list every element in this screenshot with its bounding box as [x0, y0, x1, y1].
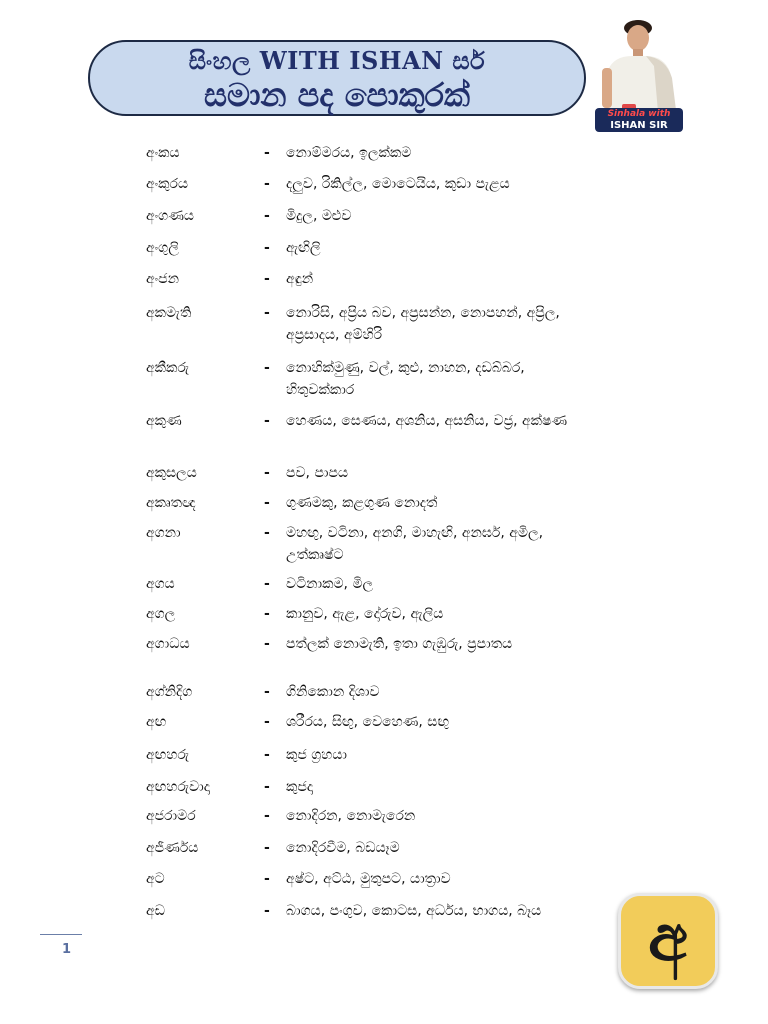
entry-word: අඩ	[146, 903, 165, 919]
entry-meaning: මිදුල, මළුව	[286, 208, 352, 224]
footer-divider	[40, 934, 82, 935]
entry-word: අජරාමර	[146, 808, 196, 824]
entry-meaning: කානුව, ඇළ, දෝරුව, ඇලිය	[286, 606, 444, 622]
banner-subtitle: සමාන පද පොකුරක්	[204, 76, 470, 114]
entry-separator: -	[264, 413, 270, 429]
entry-meaning: නොහික්මුණු, වල්, කුළු, නාහන, දඩබ්බර, හිතුවක්කාර	[286, 360, 525, 398]
entry-separator: -	[264, 779, 270, 795]
entry-meaning: මහඟු, වටිනා, අනගි, මාහැඟි, අනර්ඝ, අමිල, උත්කෘෂ්ට	[286, 525, 544, 563]
entry-separator: -	[264, 684, 270, 700]
entry-meaning: හෙණය, සෙණය, අශනිය, අසනිය, වජ්‍ර, අක්ෂණ	[286, 413, 568, 429]
entry-separator: -	[264, 576, 270, 592]
entry-separator: -	[264, 808, 270, 824]
entry-word: අංකුරය	[146, 176, 189, 192]
banner-title: සිංහල WITH ISHAN සර්	[188, 46, 486, 75]
entry-word: අකුසලය	[146, 465, 197, 481]
entry-word: අංගණය	[146, 208, 194, 224]
entry-word: අංජන	[146, 271, 180, 287]
entry-word: අට	[146, 871, 165, 887]
entry-word: අග්නිදිග	[146, 684, 193, 700]
entry-word: අගය	[146, 576, 175, 592]
entry-meaning: ශරීරය, සිඟු, වෙහෙණ, සඟු	[286, 714, 450, 730]
entry-separator: -	[264, 636, 270, 652]
entry-word: අඟ	[146, 714, 167, 730]
entry-separator: -	[264, 176, 270, 192]
entry-meaning: පත්ලක් නොමැති, ඉතා ගැඹුරු, ප්‍රපාතය	[286, 636, 513, 652]
entry-separator: -	[264, 145, 270, 161]
entry-meaning: බාගය, පංගුව, කොටස, අර්ධය, භාගය, බෑය	[286, 903, 542, 919]
entry-word: අඟහරුවාදා	[146, 779, 211, 795]
entry-meaning: අෂ්ට, අට්ඨ, මුතුපට, යාත්‍රාව	[286, 871, 451, 887]
entry-separator: -	[264, 208, 270, 224]
letter-badge: අ	[618, 893, 718, 989]
entry-meaning: වටිනාකම, මිල	[286, 576, 374, 592]
entry-meaning: නොරිසි, අප්‍රිය බව, අප්‍රසන්න, නොපහන්, අප්‍රිල, අප්‍රසාදය, අම්හිරි	[286, 305, 560, 343]
entry-meaning: පව, පාපය	[286, 465, 349, 481]
entry-word: අකුණ	[146, 413, 182, 429]
entry-separator: -	[264, 903, 270, 919]
entry-word: අකීකරු	[146, 360, 190, 376]
page-number: 1	[62, 942, 72, 957]
entry-separator: -	[264, 495, 270, 511]
entry-separator: -	[264, 465, 270, 481]
entry-word: අංකය	[146, 145, 180, 161]
entry-separator: -	[264, 305, 270, 321]
brand-logo-line1: Sinhala with	[607, 109, 671, 119]
entry-separator: -	[264, 606, 270, 622]
entry-separator: -	[264, 871, 270, 887]
entry-meaning: ගිනිකොන දිශාව	[286, 684, 380, 700]
entry-word: අගල	[146, 606, 176, 622]
entry-meaning: කුජදා	[286, 779, 314, 795]
entry-meaning: නොදිරන, නොමැරෙන	[286, 808, 416, 824]
entry-word: අංගුලි	[146, 240, 179, 256]
entry-word: අකමැති	[146, 305, 192, 321]
entry-word: අගාධය	[146, 636, 190, 652]
entry-meaning: නොදිරවීම, බඩයෑම	[286, 840, 400, 856]
brand-logo-line2: ISHAN SIR	[610, 120, 668, 131]
entry-word: අගනා	[146, 525, 181, 541]
entry-separator: -	[264, 240, 270, 256]
entry-separator: -	[264, 360, 270, 376]
entry-word: අඟහරු	[146, 747, 190, 763]
entry-separator: -	[264, 747, 270, 763]
entry-meaning: නොම්මරය, ඉලක්කම	[286, 145, 412, 161]
entry-separator: -	[264, 525, 270, 541]
entry-meaning: අඳුන්	[286, 271, 314, 287]
entry-meaning: දලුව, රිකිල්ල, මොටෙයිය, කුඩා පැළය	[286, 176, 510, 192]
entry-word: අජීර්ණය	[146, 840, 199, 856]
entry-separator: -	[264, 714, 270, 730]
entry-meaning: ඇඟිලි	[286, 240, 321, 256]
entry-meaning: කුජ ග්‍රහයා	[286, 747, 347, 763]
entry-word: අකෘතඥ	[146, 495, 196, 511]
entry-meaning: ගුණමකු, කළගුණ නොදත්	[286, 495, 438, 511]
entry-separator: -	[264, 840, 270, 856]
entry-separator: -	[264, 271, 270, 287]
